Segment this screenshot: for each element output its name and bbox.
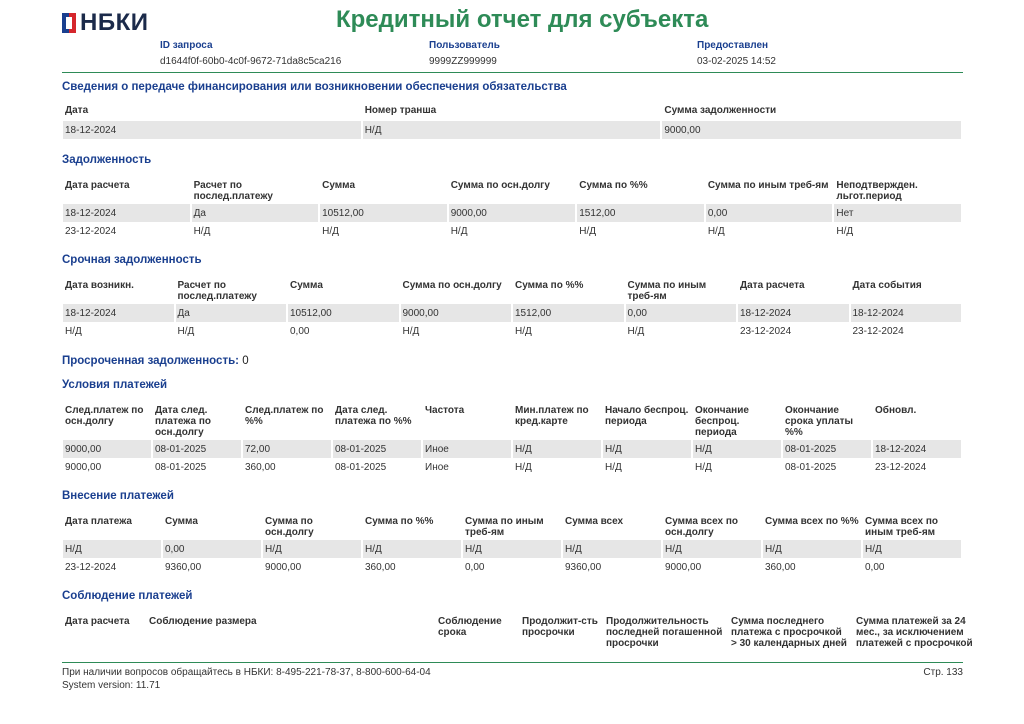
table-cell: 0,00 bbox=[706, 204, 833, 222]
user-value: 9999ZZ999999 bbox=[429, 56, 497, 67]
column-header: Соблюдение размера bbox=[149, 616, 257, 627]
column-header: Начало беспроц. периода bbox=[605, 405, 689, 427]
table-cell: 23-12-2024 bbox=[852, 325, 904, 337]
payment-terms-table bbox=[61, 405, 963, 476]
table-cell: 08-01-2025 bbox=[783, 440, 871, 458]
column-header: Продолжит-сть просрочки bbox=[522, 616, 598, 638]
table-cell: 9360,00 bbox=[165, 561, 202, 573]
table-cell: Н/Д bbox=[363, 121, 661, 139]
page-title: Кредитный отчет для субъекта bbox=[336, 6, 709, 33]
column-header: Расчет по послед.платежу bbox=[193, 180, 273, 202]
payments-made-table bbox=[61, 516, 963, 576]
column-header: Сумма по иным треб-ям bbox=[707, 180, 829, 191]
table-cell: Н/Д bbox=[693, 440, 781, 458]
table-cell: Н/Д bbox=[707, 225, 725, 237]
table-cell: 0,00 bbox=[865, 561, 885, 573]
column-header: Дата расчета bbox=[740, 280, 805, 291]
column-header: Продолжительность последней погашенной просрочки bbox=[606, 616, 723, 649]
table-cell: 1512,00 bbox=[513, 304, 624, 322]
table-row bbox=[63, 222, 961, 240]
request-id-label: ID запроса bbox=[160, 40, 213, 51]
table-cell: Н/Д bbox=[177, 325, 195, 337]
table-cell: 18-12-2024 bbox=[63, 121, 361, 139]
nbki-logo bbox=[62, 9, 148, 37]
column-header: Дата след. платежа по осн.долгу bbox=[155, 405, 211, 438]
table-cell: 72,00 bbox=[243, 440, 331, 458]
column-header: Дата события bbox=[852, 280, 922, 291]
column-header: Дата след. платежа по %% bbox=[335, 405, 412, 427]
column-header: Сумма по %% bbox=[365, 516, 434, 527]
table-cell: 18-12-2024 bbox=[63, 204, 190, 222]
debt-table bbox=[61, 180, 963, 240]
table-cell: 9000,00 bbox=[63, 440, 151, 458]
column-header: Расчет по послед.платежу bbox=[177, 280, 257, 302]
table-row bbox=[63, 304, 961, 322]
table-header bbox=[63, 280, 961, 304]
column-header: Сумма по осн.долгу bbox=[402, 280, 502, 291]
table-cell: Н/Д bbox=[763, 540, 861, 558]
table-cell: 23-12-2024 bbox=[65, 561, 117, 573]
column-header: Сумма последнего платежа с просрочкой > 30 календарных дней bbox=[731, 616, 847, 649]
column-header: Дата платежа bbox=[65, 516, 132, 527]
table-cell: 9360,00 bbox=[565, 561, 602, 573]
table-cell: 10512,00 bbox=[288, 304, 399, 322]
column-header: След.платеж по осн.долгу bbox=[65, 405, 144, 427]
table-cell: 9000,00 bbox=[662, 121, 961, 139]
table-cell: Н/Д bbox=[63, 540, 161, 558]
table-row bbox=[63, 440, 961, 458]
table-cell: 23-12-2024 bbox=[65, 225, 117, 237]
table-cell: Да bbox=[192, 204, 319, 222]
table-cell: Н/Д bbox=[263, 540, 361, 558]
table-cell: 18-12-2024 bbox=[63, 304, 174, 322]
current-debt-table bbox=[61, 280, 963, 340]
table-cell: Иное bbox=[425, 461, 449, 473]
table-cell: Н/Д bbox=[836, 225, 854, 237]
column-header: Сумма задолженности bbox=[664, 105, 777, 116]
table-cell: 360,00 bbox=[765, 561, 796, 573]
table-header bbox=[63, 405, 961, 440]
section-payments-made-title: Внесение платежей bbox=[62, 490, 174, 502]
column-header: Окончание срока уплаты %% bbox=[785, 405, 854, 438]
table-cell: Н/Д bbox=[515, 325, 532, 337]
table-cell: 360,00 bbox=[365, 561, 396, 573]
table-header bbox=[63, 516, 961, 540]
column-header: Сумма по %% bbox=[579, 180, 648, 191]
table-row bbox=[63, 204, 961, 222]
table-header bbox=[63, 616, 977, 649]
column-header: Сумма всех по иным треб-ям bbox=[865, 516, 939, 538]
column-header: Частота bbox=[425, 405, 465, 416]
header-divider bbox=[62, 72, 963, 73]
table-cell: Да bbox=[176, 304, 287, 322]
table-cell: 0,00 bbox=[163, 540, 261, 558]
logo-text: НБКИ bbox=[80, 9, 149, 36]
table-cell: 0,00 bbox=[465, 561, 485, 573]
table-cell: 0,00 bbox=[290, 325, 310, 337]
provided-block bbox=[697, 40, 776, 67]
column-header: Сумма всех по осн.долгу bbox=[665, 516, 739, 538]
column-header: Сумма bbox=[322, 180, 356, 191]
column-header: Сумма по %% bbox=[515, 280, 584, 291]
request-id-value: d1644f0f-60b0-4c0f-9672-71da8c5ca216 bbox=[160, 56, 342, 67]
overdue-label: Просроченная задолженность: bbox=[62, 355, 239, 367]
column-header: Окончание беспроц. периода bbox=[695, 405, 749, 438]
overdue-value: 0 bbox=[242, 355, 249, 367]
column-header: Обновл. bbox=[875, 405, 917, 416]
table-cell: 9000,00 bbox=[401, 304, 512, 322]
table-cell: 0,00 bbox=[626, 304, 737, 322]
column-header: Сумма по иным треб-ям bbox=[465, 516, 544, 538]
table-cell: 9000,00 bbox=[449, 204, 576, 222]
table-cell: 360,00 bbox=[245, 461, 276, 473]
column-header: Сумма bbox=[165, 516, 198, 527]
column-header: Мин.платеж по кред.карте bbox=[515, 405, 589, 427]
table-row bbox=[63, 558, 961, 576]
table-cell: Н/Д bbox=[863, 540, 961, 558]
table-cell: 18-12-2024 bbox=[873, 440, 961, 458]
section-debt-title: Задолженность bbox=[62, 154, 152, 166]
column-header: Дата расчета bbox=[65, 616, 130, 627]
provided-label: Предоставлен bbox=[697, 40, 769, 51]
table-cell: Н/Д bbox=[193, 225, 211, 237]
column-header: Сумма по осн.долгу bbox=[265, 516, 314, 538]
table-cell: Н/Д bbox=[579, 225, 597, 237]
table-cell: 18-12-2024 bbox=[851, 304, 962, 322]
section-overdue-title bbox=[62, 355, 249, 367]
table-cell: Н/Д bbox=[450, 225, 468, 237]
column-header: Неподтвержден. льгот.период bbox=[836, 180, 918, 202]
table-cell: 10512,00 bbox=[320, 204, 447, 222]
table-cell: 9000,00 bbox=[665, 561, 702, 573]
section-current-debt-title: Срочная задолженность bbox=[62, 254, 202, 266]
nbki-logo-icon bbox=[62, 13, 76, 33]
column-header: След.платеж по %% bbox=[245, 405, 324, 427]
table-cell: Н/Д bbox=[663, 540, 761, 558]
table-cell: 1512,00 bbox=[577, 204, 704, 222]
table-cell: 23-12-2024 bbox=[740, 325, 792, 337]
table-row bbox=[63, 540, 961, 558]
table-cell: Н/Д bbox=[515, 461, 532, 473]
user-block bbox=[429, 40, 500, 67]
table-cell: 18-12-2024 bbox=[738, 304, 849, 322]
table-row bbox=[63, 322, 961, 340]
table-cell: Н/Д bbox=[65, 325, 82, 337]
section-compliance-title: Соблюдение платежей bbox=[62, 590, 193, 602]
table-cell: 08-01-2025 bbox=[785, 461, 837, 473]
section-payment-terms-title: Условия платежей bbox=[62, 379, 168, 391]
footer-contact: При наличии вопросов обращайтесь в НБКИ: 8-495-221-78-37, 8-800-600-64-04 bbox=[62, 667, 431, 678]
column-header: Номер транша bbox=[364, 105, 437, 116]
provided-value: 03-02-2025 14:52 bbox=[697, 56, 776, 67]
transfer-table bbox=[61, 105, 963, 139]
page-number: Стр. 133 bbox=[923, 667, 963, 678]
table-cell: 08-01-2025 bbox=[335, 461, 387, 473]
column-header: Соблюдение срока bbox=[438, 616, 502, 638]
table-cell: Иное bbox=[423, 440, 511, 458]
table-header bbox=[63, 105, 961, 121]
table-cell: Н/Д bbox=[627, 325, 645, 337]
table-cell: Н/Д bbox=[463, 540, 561, 558]
column-header: Сумма по иным треб-ям bbox=[627, 280, 707, 302]
table-cell: 08-01-2025 bbox=[333, 440, 421, 458]
table-cell: Н/Д bbox=[322, 225, 339, 237]
table-cell: 08-01-2025 bbox=[153, 440, 241, 458]
table-cell: 9000,00 bbox=[65, 461, 102, 473]
table-row bbox=[63, 458, 961, 476]
table-row bbox=[63, 121, 961, 139]
table-cell: Н/Д bbox=[605, 461, 622, 473]
table-cell: Нет bbox=[834, 204, 961, 222]
table-cell: 23-12-2024 bbox=[875, 461, 927, 473]
column-header: Сумма по осн.долгу bbox=[450, 180, 550, 191]
column-header: Сумма всех bbox=[565, 516, 624, 527]
table-cell: Н/Д bbox=[363, 540, 461, 558]
request-id-block bbox=[160, 40, 341, 67]
column-header: Сумма bbox=[290, 280, 323, 291]
footer-divider bbox=[62, 662, 963, 663]
table-cell: Н/Д bbox=[603, 440, 691, 458]
table-cell: Н/Д bbox=[402, 325, 420, 337]
section-transfer-title: Сведения о передаче финансирования или возникновении обеспечения обязательства bbox=[62, 81, 567, 93]
table-cell: Н/Д bbox=[513, 440, 601, 458]
column-header: Дата расчета bbox=[65, 180, 130, 191]
table-cell: 9000,00 bbox=[265, 561, 302, 573]
column-header: Сумма всех по %% bbox=[765, 516, 859, 527]
table-cell: Н/Д bbox=[563, 540, 661, 558]
table-cell: 08-01-2025 bbox=[155, 461, 207, 473]
column-header: Дата возникн. bbox=[65, 280, 134, 291]
column-header: Дата bbox=[65, 105, 89, 116]
user-label: Пользователь bbox=[429, 40, 500, 51]
table-cell: Н/Д bbox=[695, 461, 712, 473]
footer-version: System version: 11.71 bbox=[62, 680, 161, 691]
table-header bbox=[63, 180, 961, 204]
column-header: Сумма платежей за 24 мес., за исключением платежей с просрочкой bbox=[856, 616, 973, 649]
compliance-table bbox=[61, 616, 979, 649]
